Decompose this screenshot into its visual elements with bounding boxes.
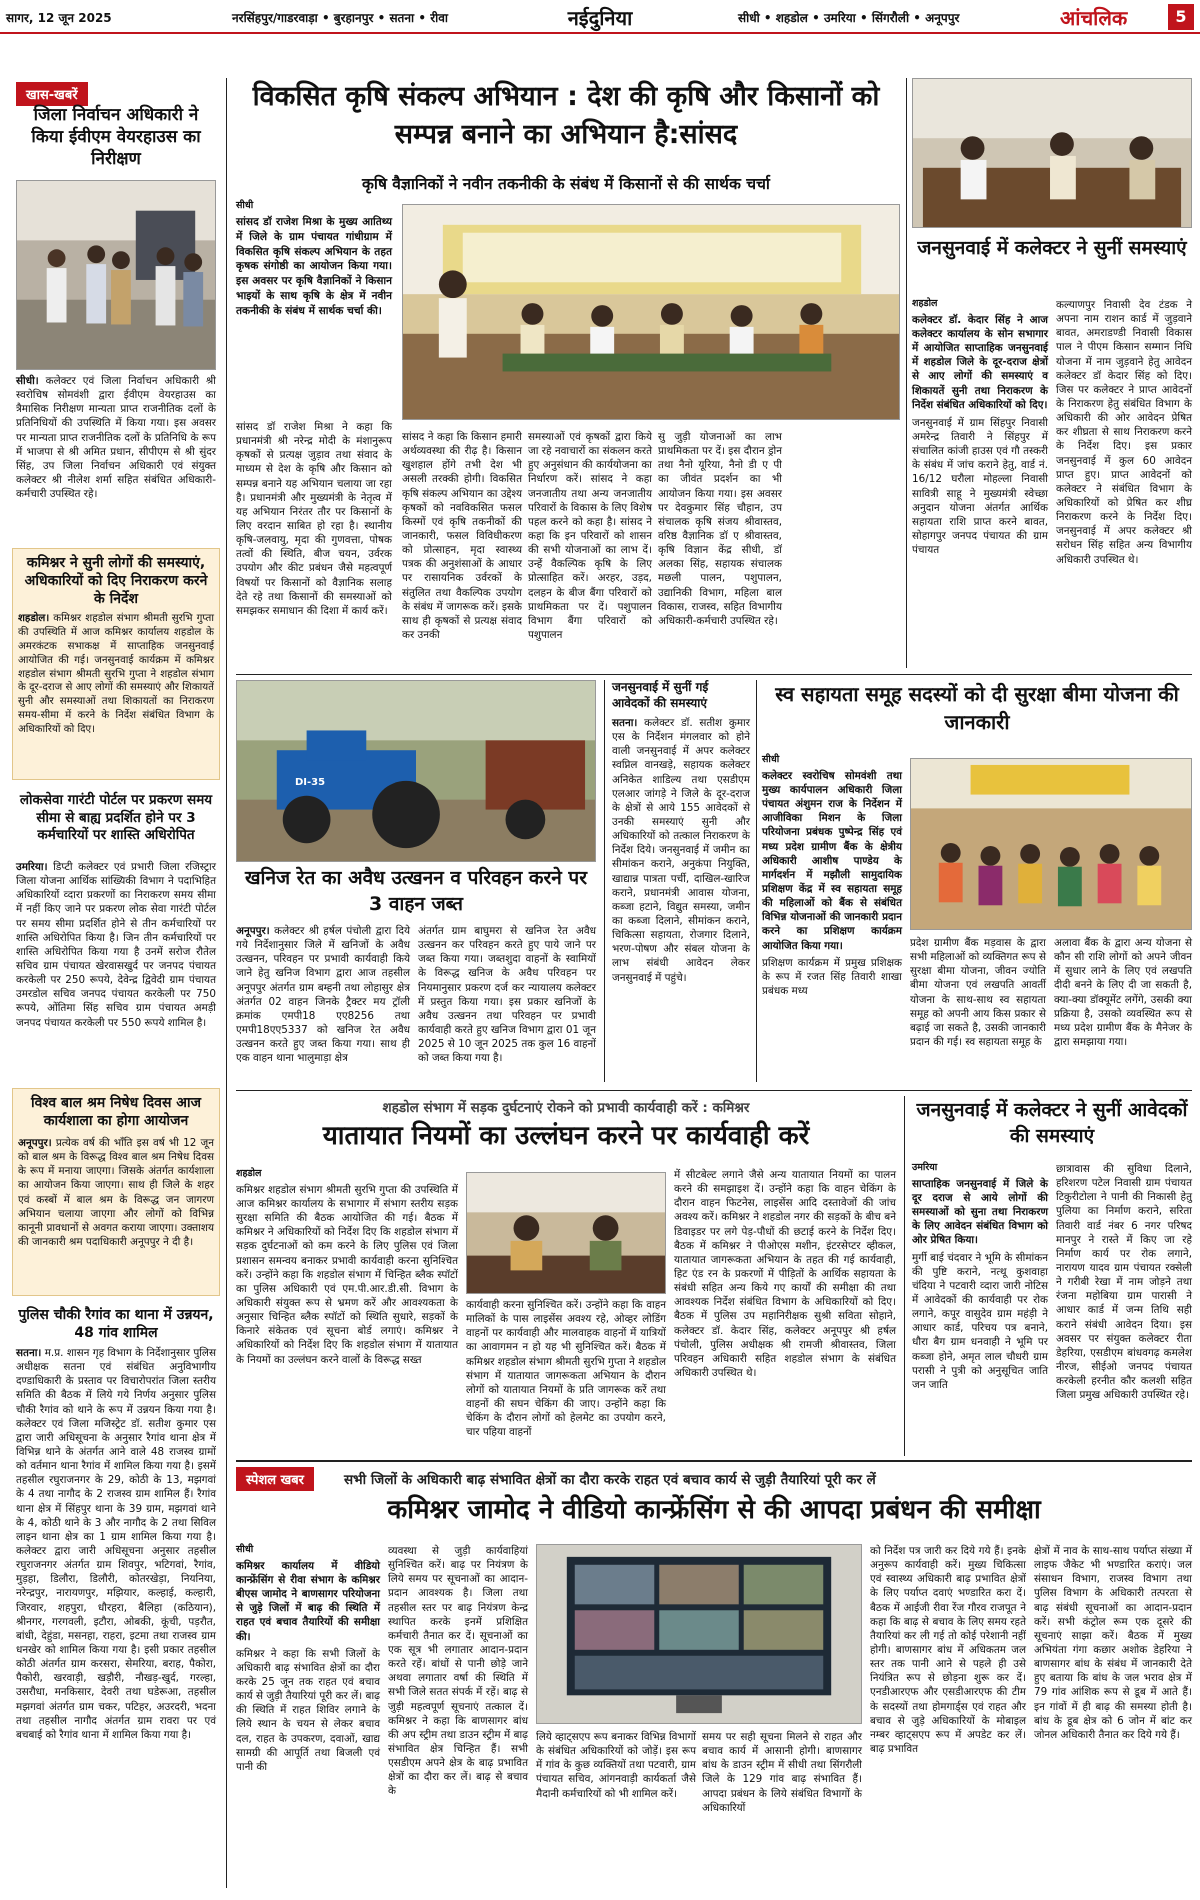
satna-body — [612, 716, 750, 1082]
evm-warehouse-photo — [16, 180, 216, 370]
lead-col4: सु जुड़ी योजनाओं का लाभ प्राथमिकता पर दें। इस दौरान ड्रोन तथा नैनो यूरिया, नैनो डी ए पी का जीवंत प्रदर्शन का भी आयोजन किया गया। इस अवसर पर देवकुमार सिंह चौहान, उप संचालक कृषि संजय श्रीवास्तव, वरिष्ठ वैज्ञानिक डॉ ए श्रीवास्तव, कृषि विज्ञान केंद्र सीधी, डॉ अलका सिंह, सहायक संचालक मछली पालन, पशुपालन, उद्यानिकी विभाग, महिला बाल विकास, राजस्व, सहित विभागीय अधिकारी-कर्मचारी उपस्थित रहे। — [658, 431, 782, 627]
left-column-rule — [226, 78, 227, 1888]
bottom-section-rule — [236, 1460, 1192, 1462]
shg-headline: स्व सहायता समूह सदस्यों को दी सुरक्षा बीमा योजना की जानकारी — [775, 682, 1179, 734]
shg-intro — [762, 754, 902, 998]
lead-col2: सांसद ने कहा कि किसान हमारी अर्थव्यवस्था की रीढ़ है। किसान खुशहाल होंगे तभी देश भी असली तरक्की होगी। विकसित कृषि संकल्प अभियान का उद्देश्य कृषकों को नवविकसित फसल किस्मों एवं कृषि तकनीकों की जानकारी, फसल विविधीकरण को प्रोत्साहन, मृदा स्वास्थ्य पत्रक की अनुशंसाओं के आधार पर रासायनिक उर्वरकों के संतुलित तथा वैकल्पिक उपयोग के संबंध में जागरूक करें। इसके साथ ही कृषकों से प्रत्यक्ष संवाद कर उनकी — [402, 431, 522, 641]
tractor-photo — [236, 680, 596, 862]
lead-col3: समस्याओं एवं कृषकों द्वारा किये जा रहे नवाचारों का संकलन करते हुए अनुसंधान की कार्ययोजना का निर्धारण करें। सांसद ने कहा जनजातीय तथा अन्य जनजातीय परिवारों के विकास के लिए विशेष पहल करने को कहा है। सांसद ने कहा कि इन परिवारों को शासन की सभी योजनाओं का लाभ दें। उन्हें वैकल्पिक कृषि के लिए प्रोत्साहित करें। अरहर, उड़द, दलहन के बीज बैंगा परिवारों को प्राथमिकता पर दें। पशुपालन विभाग बैंगा परिवारों को पशुपालन — [528, 431, 652, 641]
farmer-seminar-photo — [402, 204, 900, 420]
shg-col3: अलावा बैंक के द्वारा अन्य योजना से कौन सी राशि लोगों को अपने जीवन में सुधार लाने के लिए एवं लखपति दीदी बनने के लिए दी जा सकती है, क्या-क्या डॉक्यूमेंट लगेंगे, उसकी क्या प्रक्रिया है, उसको व्यवस्थित रूप से मध्य प्रदेश ग्रामीण बैंक के मैनेजर के द्वारा समझाया गया। — [1054, 937, 1192, 1048]
top-section-rule — [236, 674, 1192, 675]
raigaon-text: म.प्र. शासन गृह विभाग के निर्देशानुसार पुलिस अधीक्षक सतना एवं संबंधित अनुविभागीय दण्डाधिकारी के प्रस्ताव पर विचारोपरांत जिला स्तरीय समिति की बैठक में लिये गये निर्णय अनुसार पुलिस चौकी रैगांव को थाने के रूप में उन्नयन किया गया है। कलेक्टर एवं जिला मजिस्ट्रेट डॉ. सतीश कुमार एस द्वारा जारी अधिसूचना के अनुसार रैगांव थाना क्षेत्र में विभिन्न थाने के अंतर्गत आने वाले 48 राजस्व ग्रामों को वर्तमान थाना रैगांव में शामिल किया गया है। इसमें तहसील रघुराजनगर के 29, कोठी के 13, मझगवां के 4 तथा नागौद के 2 राजस्व ग्राम शामिल हैं। रैगांव थाना क्षेत्र में सिंहपुर थाना के 39 ग्राम, मझगवां थाने के 4, कोठी थाने के 3 और नागौद के 2 तथा सिविल लाइन थाना क्षेत्र का 1 ग्राम शामिल किया गया है। कलेक्टर द्वारा जारी अधिसूचना अनुसार तहसील रघुराजनगर अंतर्गत ग्राम शिवपुर, भटिगवां, रैगांव, मुड़हा, डिलौरा, डिलौरी, कोतरखेड़ा, नियनिया, नरेन्द्रपुर, नारायणपुर, मझियार, कल्हाई, कल्हारी, जिरवार, शहपुरा, धौरहरा, बैलिहा (कठियान), श्रीनगर, गरगवली, इटौरा, ओबकी, कूंची, पड़रौत, बांधी, देहुंडा, मसनहा, राहरा, इटमा तथा राजस्व ग्राम धनखेर को शामिल किया गया है। इसी प्रकार तहसील कोठी अंतर्गत ग्राम करसरा, सेमरिया, बराह, पैकोरा, पैकोरी, खरवाड़ी, खड़ौरी, नौखड़-खुर्द, गरल्हा, उसरौधा, मनकिसार, देवरी तथा घडेरूआ, तहसील मझगवां अंतर्गत ग्राम चकर, पटिहर, अउरदरी, भदना तथा तहसील नागौद अंतर्गत ग्राम रावरा पर एवं बचबाई को रैगांव थाना में शामिल किया गया है। — [16, 1347, 216, 1741]
traffic-col3: में सीटबेल्ट लगाने जैसे अन्य यातायात नियमों का पालन करने की समझाइश दें। उन्होंने कहा कि वाहन चेकिंग के दौरान वाहन फिटनेस, लाइसेंस आदि दस्तावेजों की जांच अवश्य करें। कमिश्नर ने शहडोल नगर की सड़कों के बीच बने डिवाइडर पर लगे पेड़-पौधों की छटाई करने के निर्देश दिए। बैठक में कमिश्नर ने पीओएस मशीन, इंटरसेप्टर व्हीकल, यातायात जागरूकता अभियान के तहत की गई कार्यवाही, हिट एंड रन के प्रकरणों में पीड़ितों के आर्थिक सहायता के संबंधी सहित अन्य किये गए कार्यों की समीक्षा की तथा आवश्यक निर्देश संबंधित विभाग के अधिकारियों को दिए। बैठक में पुलिस उप महानिरीक्षक सुश्री सविता सोहाने, कलेक्टर डॉ. केदार सिंह, कलेक्टर अनूपपुर श्री हर्षल पंचोली, पुलिस अधीक्षक श्री रामजी श्रीवास्तव, जिला परिवहन अधिकारी सहित शहडोल संभाग के संबंधित अधिकारी उपस्थित थे। — [674, 1169, 896, 1379]
commissioner-text: कमिश्नर शहडोल संभाग श्रीमती सुरभि गुप्ता की उपस्थिति में आज कमिश्नर कार्यालय शहडोल के अमरकंटक सभाकक्ष में साप्ताहिक जनसुनवाई आयोजित की गई। जनसुनवाई कार्यक्रम में कमिश्नर शहडोल संभाग श्रीमती सुरभि गुप्ता ने शहडोल संभाग के दूर-दराज से आए लोगों की समस्याएं और शिकायतें सुनी और समस्याओं तथा शिकायतों का निराकरण समय-सीमा में करने के निर्देश संबंधित विभाग के अधिकारियों को दिए। — [18, 613, 214, 735]
lokseva-body — [16, 860, 216, 1078]
umaria-col2: छात्रावास की सुविधा दिलाने, हरिशरण पटेल निवासी ग्राम पंचायत टिकुरीटोला ने पानी की निकासी हेतु पुलिया का निर्माण कराने, सरिता तिवारी वार्ड नंबर 6 नगर परिषद मानपुर ने रास्ते में किए जा रहे निर्माण कार्य पर रोक लगाने, नारायण यादव ग्राम पंचायत रक्सेली ने गरीबी रेखा में नाम जोड़ने तथा रंजना महोबिया ग्राम पारासी ने आधार कार्ड में जन्म तिथि सही कराने संबंधी आवेदन दिया। इस अवसर पर संयुक्त कलेक्टर रीता डेहरिया, एसडीएम बांधवगढ़ कमलेश नीरज, सीईओ जनपद पंचायत करकेली हरनीत कौर कलशी सहित जिला प्रमुख अधिकारी उपस्थित रहे। — [1056, 1163, 1192, 1402]
right-editions: सीधी • शहडोल • उमरिया • सिंगरौली • अनूपपुर — [738, 11, 960, 25]
shahdol-hearing-lead: कलेक्टर डॉ. केदार सिंह ने आज कलेक्टर कार्यालय के सोन सभागार में आयोजित साप्ताहिक जनसुनवाई में शहडोल जिले के दूर-दराज क्षेत्रों से आए लोगों की समस्याएं व शिकायतें सुनी तथा निराकरण के निर्देश संबंधित अधिकारियों को दिए। — [912, 313, 1048, 411]
shg-dateline: सीधी — [762, 754, 780, 765]
shahdol-hearing-photo — [912, 78, 1192, 228]
shg-training-photo — [910, 758, 1192, 930]
satna-headline: जनसुनवाई में सुनीं गई आवेदकों की समस्याएं — [612, 680, 709, 710]
edition-date: सागर, 12 जून 2025 — [6, 11, 112, 25]
lokseva-dateline: उमरिया। — [16, 861, 48, 873]
evm-dateline: सीधी। — [16, 375, 39, 387]
special-news-tag: स्पेशल खबर — [236, 1467, 314, 1491]
traffic-col2: कार्यवाही करना सुनिश्चित करें। उन्होंने कहा कि वाहन मालिकों के पास लाइसेंस अवश्य रहे, ओव्हर लोडिंग वाहनों पर कार्यवाही और मालवाहक वाहनों में यात्रियों का आवागमन न हो यह भी सुनिश्चित करें। बैठक में कमिश्नर शहडोल संभाग श्रीमती सुरभि गुप्ता ने शहडोल संभाग में यातायात जागरूकता अभियान के दौरान लोगों को यातायात नियमों के प्रति जागरूक करें तथा वाहनों की सघन चेकिंग की जाए। उन्होंने कहा कि चेकिंग के दौरान लोगों को हेलमेट का उपयोग करने, चार पहिया वाहनों — [466, 1299, 666, 1439]
video-conference-photo — [536, 1544, 862, 1724]
shahdol-hearing-col1 — [912, 298, 1048, 668]
traffic-dateline: शहडोल — [236, 1168, 262, 1179]
flood-kicker: सभी जिलों के अधिकारी बाढ़ संभावित क्षेत्रों का दौरा करके राहत एवं बचाव कार्य से जुड़ी तैयारियां पूरी कर लें — [344, 1472, 876, 1488]
mining-headline: खनिज रेत का अवैध उत्खनन व परिवहन करने पर 3 वाहन जब्त — [245, 867, 587, 915]
commissioner-headline: कमिश्नर ने सुनी लोगों की समस्याएं, अधिकारियों को दिए निराकरण करने के निर्देश — [24, 555, 208, 608]
umaria-body1: मुर्गी बाई चंदवार ने भूमि के सीमांकन की पुष्टि कराने, नत्थू कुशवाहा चंदिया ने पटवारी व्दारा जारी नोटिस में आवेदकों की कार्यवाही पर रोक लगाने, कपूर वासुदेव ग्राम महंड़ी ने आधार कार्ड, परिचय पत्र बनाने, धौरा बैग ग्राम धनवाही ने भूमि पर कब्जा होने, अमृत लाल चौधरी ग्राम परासी ने पुत्री को अनुसूचित जाति जन जाति — [912, 1251, 1048, 1391]
traffic-text: कमिश्नर शहडोल संभाग श्रीमती सुरभि गुप्ता की उपस्थिति में आज कमिश्नर कार्यालय के सभागार में संभाग स्तरीय सड़क सुरक्षा समिति की बैठक आयोजित की गई। बैठक में कमिश्नर ने अधिकारियों को निर्देश दिए कि शहडोल संभाग में सड़क दुर्घटनाओं को कम करने के लिए पुलिस एवं जिला प्रशासन समन्वय बनाकर प्रभावी कार्यवाही करना सुनिश्चित करें। उन्होंने कहा कि शहडोल संभाग में चिन्हित ब्लैक स्पॉटों का पुलिस अधिकारी एवं एम.पी.आर.डी.सी. विभाग के अधिकारी संयुक्त रूप से भ्रमण करें और आवश्यकता के अनुसार चिन्हित ब्लैक स्पॉटों को स्थिति सुधारे, सड़कों के किनारे संकेतक एवं सूचना बोर्ड लगाएं। कमिश्नर ने अधिकारियों को निर्देश दिए कि शहडोल संभाग में यातायात के नियमों का उल्लंघन करने वालों के विरूद्ध सख्त — [236, 1183, 458, 1366]
page-number: 5 — [1168, 4, 1194, 30]
shahdol-hearing-dateline: शहडोल — [912, 298, 938, 309]
flood-headline: कमिश्नर जामोद ने वीडियो कान्फ्रेंसिंग से की आपदा प्रबंधन की समीक्षा — [387, 1495, 1041, 1525]
raigaon-dateline: सतना। — [16, 1347, 42, 1359]
mining-text: कलेक्टर श्री हर्षल पंचोली द्वारा दिये गये निर्देशानुसार जिले में खनिजों के अवैध उत्खनन, परिवहन पर प्रभावी कार्यवाही किये जाने हेतु खनिज विभाग द्वारा आज तहसील अनूपपुर अंतर्गत ग्राम बम्हनी तथा लोहासुर क्षेत्र अंतर्गत 02 वाहन जिनके ट्रैक्टर मय ट्रॉली क्रमांक एमपी18 एए8256 तथा एमपी18एए5337 को खनिज रेत अवैध उत्खनन करते हुए जब्त किया गया। साथ ही एक वाहन थाना भालुमाड़ा क्षेत्र — [236, 925, 410, 1065]
flood-dateline: सीधी — [236, 1544, 254, 1555]
khas-khabar-tag: खास-खबरें — [16, 82, 88, 106]
umaria-col1 — [912, 1162, 1048, 1452]
evm-body — [16, 374, 216, 514]
mining-dateline: अनूपपुर। — [236, 925, 270, 937]
evm-headline: जिला निर्वाचन अधिकारी ने किया ईवीएम वेयरहाउस का निरीक्षण — [31, 105, 201, 170]
childlabour-text: प्रत्येक वर्ष की भाँति इस वर्ष भी 12 जून को बाल श्रम के विरूद्ध विश्व बाल श्रम निषेध दिवस के रूप में मनाया जाएगा। जिसके अंतर्गत कार्यशाला का आयोजन किया जाएगा। साथ ही जिले के शहर एवं कस्बों में बाल श्रम के विरूद्ध जन जागरण अभियान चलाया जाएगा और लोगों को विभिन्न कानूनी प्रावधानों से अवगत कराया जाएगा। उक्ताशय की जानकारी श्रम पदाधिकारी अनूपपुर ने दी है। — [18, 1137, 214, 1248]
newspaper-logo: नईदुनिया — [567, 6, 633, 30]
childlabour-headline: विश्व बाल श्रम निषेध दिवस आज कार्यशाला का होगा आयोजन — [30, 1095, 201, 1130]
shahdol-hearing-body1: जनसुनवाई में ग्राम सिंहपुर निवासी अमरेन्द्र तिवारी ने सिंहपुर में संचालित कांजी हाउस एवं गौ तस्करी के संबंध में जांच कराने हेतु, वार्ड नं. 16/12 घरौला मोहल्ला निवासी सावित्री साहू ने मुख्यमंत्री स्वेच्छा अनुदान योजना अंतर्गत आर्थिक सहायता राशि प्राप्त करने बावत, सोहागपुर जनपद पंचायत की ग्राम पंचायत — [912, 416, 1048, 557]
flood-col1 — [236, 1544, 380, 1892]
satna-text: कलेक्टर डॉ. सतीश कुमार एस के निर्देशन मंगलवार को होने वाली जनसुनवाई में अपर कलेक्टर स्वप्निल वानखड़े, सहायक कलेक्टर अनिकेत शाडिल्य तथा एसडीएम एलआर जांगड़े ने जिले के दूर-दराज के क्षेत्रों से आये 155 आवेदकों से उनकी समस्याएं सुनी और अधिकारियों को तत्काल निराकरण के निर्देश दिये। जनसुनवाई में जमीन का सीमांकन कराने, अनुकंपा नियुक्ति, खाद्यान्न पात्रता पर्ची, दाखिल-खारिज कराने, प्रधानमंत्री आवास योजना, कब्जा हटाने, विद्युत समस्या, जमीन का कब्जा दिलाने, सीमांकन कराने, चिकित्सा सहायता, रोजगार दिलाने, भरण-पोषण और संबल योजना के लाभ संबंधी आवेदन लेकर जनसुनवाई में पहुंचे। — [612, 717, 750, 984]
left-editions: नरसिंहपुर/गाडरवाड़ा • बुरहानपुर • सतना • रीवा — [232, 11, 448, 25]
satna-dateline: सतना। — [612, 717, 638, 729]
middle-section-rule — [236, 1090, 1192, 1091]
evm-text: कलेक्टर एवं जिला निर्वाचन अधिकारी श्री स्वरोचिष सोमवंशी द्वारा ईवीएम वेयरहाउस का त्रैमासिक निरीक्षण मान्यता प्राप्त राजनीतिक दलों के प्रतिनिधियों की उपस्थिति में किया गया। इस अवसर पर मान्यता प्राप्त राजनीतिक दलों के प्रतिनिधि के रूप में भाजपा से श्री अमित प्रधान, सीपीएम से श्री सुंदर सिंह, उप जिला निर्वाचन अधिकारी एवं संयुक्त कलेक्टर श्री नीलेश शर्मा सहित संबंधित अधिकारी-कर्मचारी उपस्थित रहे। — [16, 375, 216, 501]
traffic-col1 — [236, 1168, 458, 1450]
satna-right-rule — [756, 680, 757, 1082]
lead-right-rule — [906, 78, 907, 668]
shahdol-hearing-col2: कल्याणपुर निवासी देव टंडक ने अपना नाम राशन कार्ड में जुड़वाने बावत, अमराडण्डी निवासी विकास पाल ने पीएम किसान सम्मान निधि योजना में नाम जुड़वाने हेतु आवेदन कलेक्टर डॉ केदार सिंह को दिए। जिस पर कलेक्टर ने प्राप्त आवेदनों के निराकरण हेतु संबंधित विभाग के अधिकारी की ओर आवेदन प्रेषित कर शीघ्रता से साथ निराकरण करने के निर्देश दिए। इस प्रकार जनसुनवाई में कुल 60 आवेदन प्राप्त हुए। प्राप्त आवेदनों को कलेक्टर ने संबंधित विभाग के अधिकारियों को प्रेषित कर शीघ्र निराकरण करने के निर्देश दिए। जनसुनवाई में अपर कलेक्टर श्री सरोधन सिंह सहित अन्य विभागीय अधिकारी उपस्थित थे। — [1056, 299, 1192, 566]
lead-dateline: सीधी — [236, 200, 254, 211]
flood-col4: समय पर सही सूचना मिलने से राहत और बचाव कार्य में आसानी होगी। बाणसागर बांध के डाउन स्ट्रीम में सीधी तथा सिंगरौली जिले के 129 गांव बाढ़ संभावित हैं। आपदा प्रबंधन के लिये संबंधित विभागों के अधिकारियों — [702, 1731, 862, 1814]
shg-body1: प्रशिक्षण कार्यक्रम में प्रमुख प्रशिक्षक के रूप में रजत सिंह तिवारी शाखा प्रबंधक मध्य — [762, 956, 902, 998]
flood-col6: क्षेत्रों में नाव के साथ-साथ पर्याप्त संख्या में लाइफ जैकेट भी भण्डारित कराएं। जल संसाधन विभाग, राजस्व विभाग तथा पुलिस विभाग के अधिकारी तत्परता से बाढ़ संबंधी सूचनाओं का आदान-प्रदान करें। सभी कंट्रोल रूम एक दूसरे की सूचनाएं साझा करें। बैठक में मुख्य अभियंता गंगा कछार अशोक डेहरिया ने बाणसागर बांध के संबंध में जानकारी देते हुए बताया कि बांध के जल भराव क्षेत्र में 79 गांव आंशिक रूप से डूब में आते हैं। इन गांवों में ही बाढ़ की समस्या होती है। बांध के डूब क्षेत्र को 6 जोन में बांट कर जोनल अधिकारी तैनात कर दिये गये हैं। — [1034, 1545, 1192, 1741]
lead-subheadline: कृषि वैज्ञानिकों ने नवीन तकनीकी के संबंध में किसानों से की सार्थक चर्चा — [362, 175, 770, 193]
umaria-headline: जनसुनवाई में कलेक्टर ने सुनीं आवेदकों की समस्याएं — [916, 1099, 1188, 1147]
umaria-dateline: उमरिया — [912, 1162, 938, 1173]
flood-text1: कमिश्नर ने कहा कि सभी जिलों के अधिकारी बाढ़ संभावित क्षेत्रों का दौरा करके 25 जून तक राहत एवं बचाव कार्य से जुड़ी तैयारियां पूरी कर लें। बाढ़ की स्थिति में राहत शिविर लगाने के लिये स्थान के चयन से लेकर बचाव दल, राहत के उपकरण, दवाओं, खाद्य सामग्री की आपूर्ति तथा बिजली एवं पानी की — [236, 1647, 380, 1773]
umaria-lead: साप्ताहिक जनसुनवाई में जिले के दूर दराज से आये लोगों की समस्याओं को सुना तथा निराकरण के लिए आवेदन संबंधित विभाग को ओर प्रेषित किया। — [912, 1177, 1048, 1247]
mining-col1 — [236, 924, 410, 1082]
commissioner-body — [18, 612, 214, 776]
flood-lead: कमिश्नर कार्यालय में वीडियो कान्फ्रेंसिंग से रीवा संभाग के कमिश्नर बीएस जामोद ने बाणसागर परियोजना से जुड़े जिलों में बाढ़ की स्थिति में राहत एवं बचाव तैयारियों की समीक्षा की। — [236, 1559, 380, 1643]
lead-headline: विकसित कृषि संकल्प अभियान : देश की कृषि और किसानों को सम्पन्न बनाने का अभियान है:सांसद — [252, 81, 880, 150]
childlabour-body — [18, 1136, 214, 1292]
shg-lead: कलेक्टर स्वरोचिष सोमवंशी तथा मुख्य कार्यपालन अधिकारी जिला पंचायत अंशुमन राज के निर्देशन में आजीविका मिशन के जिला परियोजना प्रबंधक पुष्पेन्द्र सिंह एवं मध्य प्रदेश ग्रामीण बैंक के क्षेत्रीय अधिकारी आशीष पाण्डेय के मार्गदर्शन में मझौली सामुदायिक प्रशिक्षण केंद्र में स्व सहायता समूह की महिलाओं को बैंक से संबंधित विभिन्न योजनाओं की जानकारी प्रदान करने का प्रशिक्षण कार्यक्रम आयोजित किया गया। — [762, 769, 902, 952]
tractor-model-label: DI-35 — [295, 777, 326, 788]
mining-col2: अंतर्गत ग्राम बाघुमरा से खनिज रेत अवैध उत्खनन कर परिवहन करते हुए पाये जाने पर जब्त किया गया। जब्तशुदा वाहनों के स्वामियों के विरूद्ध खनिज के अवैध परिवहन पर नियमानुसार प्रकरण दर्ज कर न्यायालय कलेक्टर में प्रस्तुत किया गया। इस प्रकार खनिजों के अवैध उत्खनन तथा परिवहन पर प्रभावी कार्यवाही करते हुए खनिज विभाग द्वारा 01 जून 2025 से 10 जून 2025 तक कुल 16 वाहनों को जब्त किया गया है। — [418, 925, 596, 1065]
flood-col5: को निर्देश पत्र जारी कर दिये गये हैं। इनके अनुरूप कार्यवाही करें। मुख्य चिकित्सा एवं स्वास्थ्य अधिकारी बाढ़ प्रभावित क्षेत्रों के लिए पर्याप्त दवाएं भण्डारित करा दें। बैठक में आईजी रीवा रेंज गौरव राजपूत ने कहा कि बाढ़ से बचाव के लिए समय रहते तैयारियां कर ली गई तो कोई परेशानी नहीं होगी। बाणसागर बांध में अधिकतम जल स्तर तक पानी आने से पहले ही उसे नियंत्रित रूप से छोड़ना शुरू कर दें। एनडीआरएफ और एसडीआरएफ की टीम के सदस्यों तथा होमगार्ड्स एवं राहत और बचाव से जुड़े अधिकारियों के मोबाइल नम्बर व्हाट्सएप रूप में अपडेट कर लें। बाढ़ प्रभावित — [870, 1545, 1026, 1755]
lokseva-text: डिप्टी कलेक्टर एवं प्रभारी जिला रजिस्ट्रार जिला योजना आर्थिक सांख्यिकी विभाग ने पदाभिहित अधिकारियों व्दारा प्रकरणों का निराकरण समय सीमा में नहीं किए जाने पर प्रकरण लोक सेवा गारंटी पोर्टल पर समय सीमा प्रदर्शित होने से तीन कर्मचारियों पर शास्ति अधिरोपित किया है। जिन तीन कर्मचारियों पर शास्ति अधिरोपित किया गया है उनमें सरोज रौतेल सचिव ग्राम पंचायत खेरवासखुर्द पर जनपद पंचायत करकेली पर 250 रूपये, देवेन्द्र द्विवेदी ग्राम पंचायत उमरडोल सचिव जनपद पंचायत करकेली पर 750 रूपये, ओंतिमा सिंह सचिव ग्राम पंचायत अमड़ी जनपद पंचायत करकेली पर 550 रूपये शामिल है। — [16, 861, 216, 1029]
lead-intro — [236, 200, 392, 418]
section-name: आंचलिक — [1060, 6, 1128, 30]
flood-col3: लिये व्हाट्सएप रूप बनाकर विभिन्न विभागों के संबंधित अधिकारियों को जोड़ें। इस रूप में गांव के कुछ व्यक्तियों तथा पटवारी, ग्राम पंचायत सचिव, आंगनवाड़ी कार्यकर्ता जैसे मैदानी कर्मचारियों को भी शामिल करें। — [536, 1731, 696, 1800]
raigaon-headline: पुलिस चौकी रैगांव का थाना में उन्नयन, 48 गांव शामिल — [18, 1307, 214, 1342]
raigaon-body — [16, 1346, 216, 1894]
shg-col2: प्रदेश ग्रामीण बैंक मड़वास के द्वारा सभी महिलाओं को व्यक्तिगत रूप से सुरक्षा बीमा योजना, जीवन ज्योति बीमा योजना एवं लखपति आवर्ती योजना के साथ-साथ स्व सहायता समूह को अपनी आय किस प्रकार से बढ़ाई जा सकते है, उसकी जानकारी प्रदान की गई। स्व सहायता समूह के — [910, 937, 1046, 1048]
traffic-kicker: शहडोल संभाग में सड़क दुर्घटनाएं रोकने को प्रभावी कार्यवाही करें : कमिश्नर — [382, 1100, 750, 1116]
masthead-bar — [0, 0, 1200, 34]
flood-col2: व्यवस्था से जुड़ी कार्यवाहियां सुनिश्चित करें। बाढ़ पर नियंत्रण के लिये समय पर सूचनाओं का आदान-प्रदान आवश्यक है। जिला तथा तहसील स्तर पर बाढ़ नियंत्रण केन्द्र स्थापित करके इनमें प्रशिक्षित कर्मचारी तैनात कर दें। सूचनाओं का एक सूत्र भी लगातार आदान-प्रदान करते रहें। बांधों से पानी छोड़े जाने अथवा लगातार वर्षा की स्थिति में सभी जिले सतत संपर्क में रहें। बाढ़ से जुड़ी महत्वपूर्ण सूचनाएं तत्काल दें। कमिश्नर ने कहा कि बाणसागर बांध की अप स्ट्रीम तथा डाउन स्ट्रीम में बाढ़ संभावित क्षेत्र चिन्हित हैं। सभी एसडीएम अपने क्षेत्र के बाढ़ प्रभावित क्षेत्रों का दौरा कर लें। बाढ़ से बचाव के — [388, 1545, 528, 1798]
lead-para: सांसद डॉ राजेश मिश्रा के मुख्य आतिथ्य में जिले के ग्राम पंचायत गांधीग्राम में विकसित कृषि संकल्प अभियान के तहत कृषक संगोष्ठी का आयोजन किया गया। इस अवसर पर कृषि वैज्ञानिकों ने किसान भाइयों के साथ कृषि के क्षेत्र में नवीन तकनीकी के संबंध में सार्थक चर्चा की। — [236, 215, 392, 317]
traffic-headline: यातायात नियमों का उल्लंघन करने पर कार्यवाही करें — [322, 1121, 810, 1151]
mining-right-rule — [604, 680, 605, 1082]
lead-col1: सांसद डॉ राजेश मिश्रा ने कहा कि प्रधानमंत्री श्री नरेन्द्र मोदी के मंशानुरूप कृषकों से प्रत्यक्ष जुड़ाव तथा संवाद के माध्यम से देश के कृषि और किसान को सम्पन्न बनाने यह अभियान चलाया जा रहा है। प्रधानमंत्री और मुख्यमंत्री के नेतृत्व में यह अभियान निरंतर तौर पर किसानों के लिए वरदान साबित हो रहा है। स्थानीय कृषि-जलवायु, मृदा की गुणवत्ता, पोषक तत्वों की स्थिति, बीज चयन, उर्वरक उपयोग और कीट प्रबंधन जैसे महत्वपूर्ण विषयों पर किसानों को वैज्ञानिक सलाह देते रहे तथा किसानों की समस्याओं को समझकर समाधान की दिशा में कार्य करें। — [236, 421, 392, 617]
commissioner-dateline: शहडोल। — [18, 613, 50, 624]
shahdol-hearing-headline: जनसुनवाई में कलेक्टर ने सुनीं समस्याएं — [917, 237, 1187, 259]
lokseva-headline: लोकसेवा गारंटी पोर्टल पर प्रकरण समय सीमा से बाह्य प्रदर्शित होने पर 3 कर्मचारियों पर शास्ति अधिरोपित — [19, 792, 213, 844]
childlabour-dateline: अनूपपुर। — [18, 1137, 52, 1149]
traffic-right-rule — [904, 1096, 905, 1456]
traffic-meeting-photo — [466, 1172, 666, 1294]
